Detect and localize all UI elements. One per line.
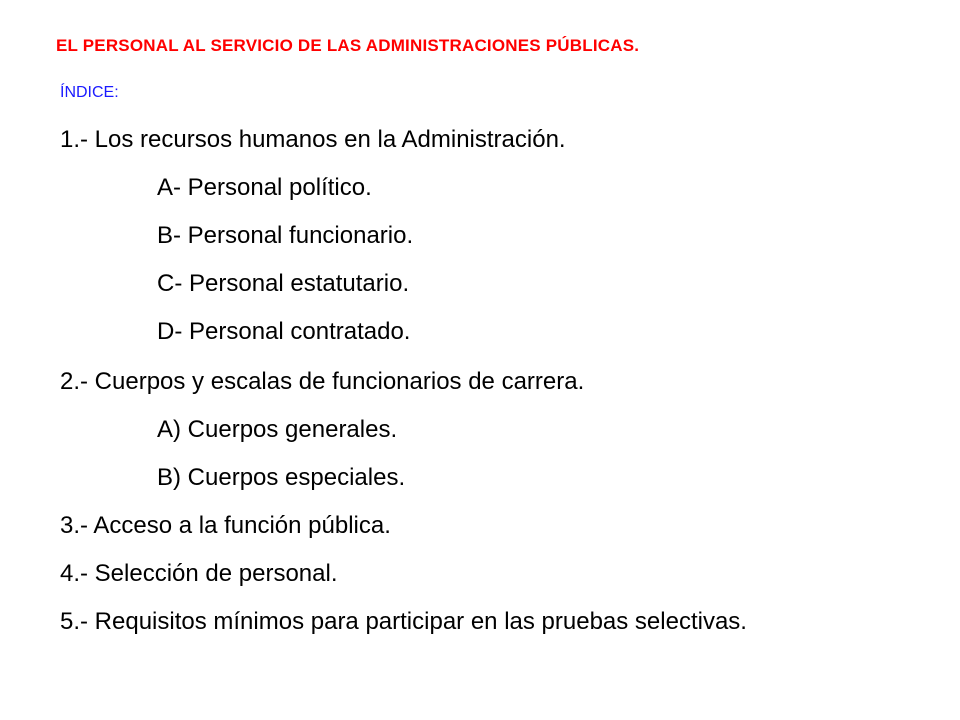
toc-section-5: 5.- Requisitos mínimos para participar en las pruebas selectivas. bbox=[60, 608, 747, 635]
document-title: EL PERSONAL AL SERVICIO DE LAS ADMINISTRACIONES PÚBLICAS. bbox=[56, 36, 640, 55]
toc-section-1: 1.- Los recursos humanos en la Administración. bbox=[60, 126, 566, 153]
toc-section-4: 4.- Selección de personal. bbox=[60, 560, 338, 587]
toc-subsection-1a: A- Personal político. bbox=[157, 174, 372, 201]
toc-subsection-1d: D- Personal contratado. bbox=[157, 318, 411, 345]
toc-subsection-1c: C- Personal estatutario. bbox=[157, 270, 410, 297]
toc-subsection-2b: B) Cuerpos especiales. bbox=[157, 464, 406, 491]
index-heading: ÍNDICE: bbox=[60, 84, 119, 101]
toc-subsection-1b: B- Personal funcionario. bbox=[157, 222, 414, 249]
toc-subsection-2a: A) Cuerpos generales. bbox=[157, 416, 398, 443]
toc-section-2: 2.- Cuerpos y escalas de funcionarios de carrera. bbox=[60, 368, 585, 395]
toc-section-3: 3.- Acceso a la función pública. bbox=[60, 512, 391, 539]
